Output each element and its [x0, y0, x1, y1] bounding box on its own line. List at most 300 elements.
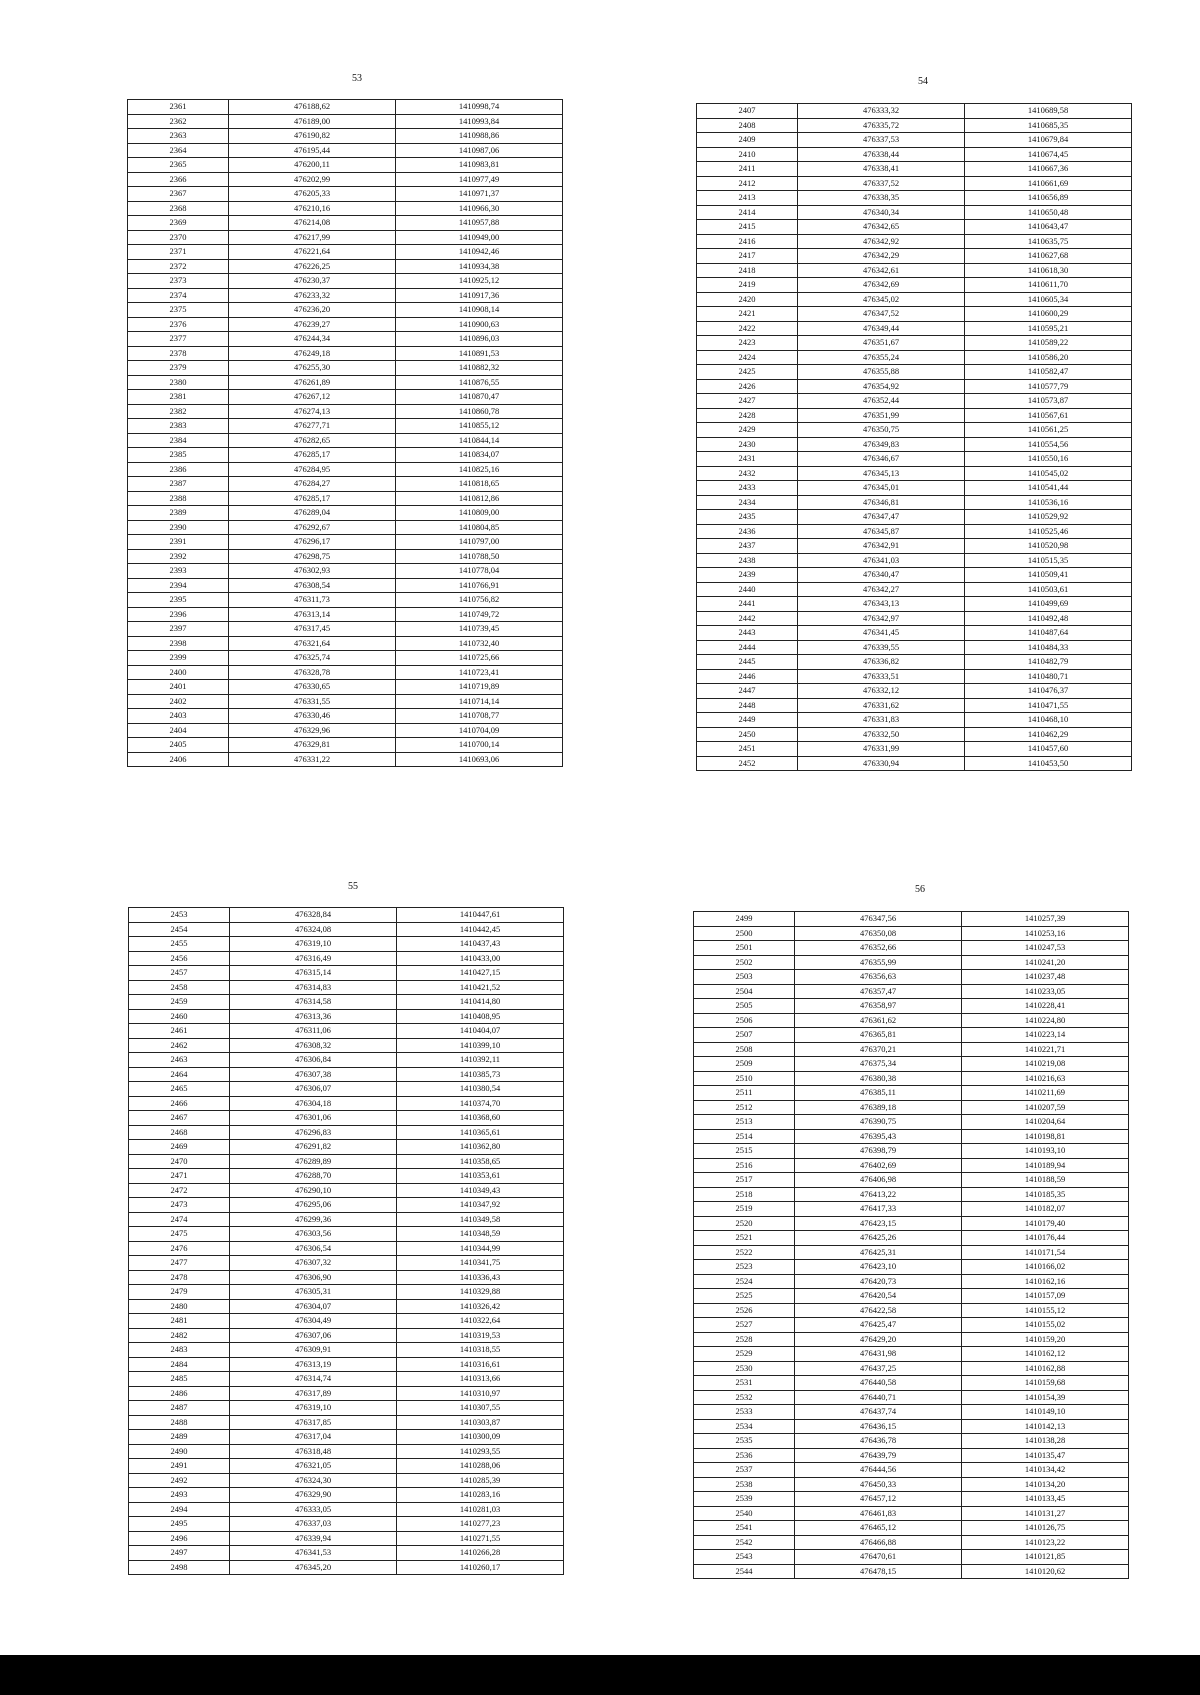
point-number-cell: 2363 [128, 129, 229, 144]
point-number-cell: 2511 [694, 1086, 795, 1101]
coord-x-cell: 476389,18 [795, 1100, 962, 1115]
point-number-cell: 2475 [129, 1227, 230, 1242]
table-row [694, 1405, 1129, 1420]
point-number-cell: 2536 [694, 1448, 795, 1463]
table-row [128, 114, 563, 129]
point-number-cell: 2532 [694, 1390, 795, 1405]
coord-x-cell: 476457,12 [795, 1492, 962, 1507]
table-row [128, 143, 563, 158]
table-row [128, 245, 563, 260]
coord-y-cell: 1410257,39 [962, 912, 1129, 927]
coord-x-cell: 476261,89 [229, 375, 396, 390]
table-row [697, 263, 1132, 278]
point-number-cell: 2425 [697, 365, 798, 380]
coord-y-cell: 1410162,12 [962, 1347, 1129, 1362]
coord-y-cell: 1410121,85 [962, 1550, 1129, 1565]
page-54-number: 54 [918, 76, 928, 87]
table-row [694, 941, 1129, 956]
coord-x-cell: 476285,17 [229, 448, 396, 463]
coord-y-cell: 1410934,38 [396, 259, 563, 274]
table-row [129, 1227, 564, 1242]
coord-y-cell: 1410509,41 [965, 568, 1132, 583]
coord-x-cell: 476440,71 [795, 1390, 962, 1405]
coord-x-cell: 476314,83 [230, 980, 397, 995]
point-number-cell: 2424 [697, 350, 798, 365]
table-row [694, 1115, 1129, 1130]
table-row [694, 1216, 1129, 1231]
coord-x-cell: 476317,89 [230, 1386, 397, 1401]
point-number-cell: 2419 [697, 278, 798, 293]
coord-x-cell: 476304,49 [230, 1314, 397, 1329]
coord-x-cell: 476331,62 [798, 698, 965, 713]
coord-y-cell: 1410437,43 [397, 937, 564, 952]
coord-x-cell: 476337,03 [230, 1517, 397, 1532]
coord-x-cell: 476339,55 [798, 640, 965, 655]
point-number-cell: 2463 [129, 1053, 230, 1068]
point-number-cell: 2421 [697, 307, 798, 322]
coord-x-cell: 476311,06 [230, 1024, 397, 1039]
point-number-cell: 2418 [697, 263, 798, 278]
table-row [128, 448, 563, 463]
coord-x-cell: 476333,51 [798, 669, 965, 684]
point-number-cell: 2497 [129, 1546, 230, 1561]
coord-y-cell: 1410708,77 [396, 709, 563, 724]
coord-x-cell: 476330,65 [229, 680, 396, 695]
table-row [697, 669, 1132, 684]
point-number-cell: 2368 [128, 201, 229, 216]
page-53-number: 53 [352, 73, 362, 84]
coord-x-cell: 476356,63 [795, 970, 962, 985]
coord-y-cell: 1410329,88 [397, 1285, 564, 1300]
coord-x-cell: 476398,79 [795, 1144, 962, 1159]
coord-x-cell: 476461,83 [795, 1506, 962, 1521]
coord-x-cell: 476478,15 [795, 1564, 962, 1579]
coord-y-cell: 1410374,70 [397, 1096, 564, 1111]
coord-x-cell: 476338,35 [798, 191, 965, 206]
table-row [694, 1390, 1129, 1405]
table-row [694, 1187, 1129, 1202]
coord-y-cell: 1410392,11 [397, 1053, 564, 1068]
coord-y-cell: 1410138,28 [962, 1434, 1129, 1449]
coord-x-cell: 476307,32 [230, 1256, 397, 1271]
coord-y-cell: 1410365,61 [397, 1125, 564, 1140]
coord-x-cell: 476429,20 [795, 1332, 962, 1347]
coord-x-cell: 476188,62 [229, 100, 396, 115]
coord-y-cell: 1410221,71 [962, 1042, 1129, 1057]
coord-x-cell: 476425,26 [795, 1231, 962, 1246]
point-number-cell: 2400 [128, 665, 229, 680]
point-number-cell: 2437 [697, 539, 798, 554]
coord-y-cell: 1410176,44 [962, 1231, 1129, 1246]
coord-x-cell: 476346,81 [798, 495, 965, 510]
point-number-cell: 2535 [694, 1434, 795, 1449]
coord-x-cell: 476420,73 [795, 1274, 962, 1289]
coord-y-cell: 1410159,20 [962, 1332, 1129, 1347]
page-54-table [696, 103, 1132, 771]
table-row [697, 626, 1132, 641]
point-number-cell: 2489 [129, 1430, 230, 1445]
table-row [697, 742, 1132, 757]
coord-x-cell: 476255,30 [229, 361, 396, 376]
table-row [697, 597, 1132, 612]
coord-y-cell: 1410882,32 [396, 361, 563, 376]
table-row [128, 651, 563, 666]
coord-x-cell: 476355,24 [798, 350, 965, 365]
coord-x-cell: 476317,04 [230, 1430, 397, 1445]
coord-y-cell: 1410525,46 [965, 524, 1132, 539]
table-row [697, 698, 1132, 713]
point-number-cell: 2422 [697, 321, 798, 336]
coord-x-cell: 476465,12 [795, 1521, 962, 1536]
table-row [694, 1129, 1129, 1144]
coord-x-cell: 476466,88 [795, 1535, 962, 1550]
point-number-cell: 2472 [129, 1183, 230, 1198]
coord-x-cell: 476390,75 [795, 1115, 962, 1130]
table-row [129, 1198, 564, 1213]
point-number-cell: 2479 [129, 1285, 230, 1300]
coord-y-cell: 1410482,79 [965, 655, 1132, 670]
coord-y-cell: 1410573,87 [965, 394, 1132, 409]
table-row [697, 379, 1132, 394]
point-number-cell: 2436 [697, 524, 798, 539]
point-number-cell: 2409 [697, 133, 798, 148]
coord-x-cell: 476331,55 [229, 694, 396, 709]
coord-x-cell: 476290,10 [230, 1183, 397, 1198]
table-row [129, 980, 564, 995]
coord-y-cell: 1410457,60 [965, 742, 1132, 757]
coord-y-cell: 1410550,16 [965, 452, 1132, 467]
point-number-cell: 2496 [129, 1531, 230, 1546]
coord-x-cell: 476314,58 [230, 995, 397, 1010]
table-row [697, 220, 1132, 235]
point-number-cell: 2529 [694, 1347, 795, 1362]
coord-x-cell: 476316,49 [230, 951, 397, 966]
coord-x-cell: 476395,43 [795, 1129, 962, 1144]
coord-x-cell: 476347,56 [795, 912, 962, 927]
point-number-cell: 2442 [697, 611, 798, 626]
table-row [128, 129, 563, 144]
coord-x-cell: 476217,99 [229, 230, 396, 245]
point-number-cell: 2474 [129, 1212, 230, 1227]
coord-y-cell: 1410166,02 [962, 1260, 1129, 1275]
table-row [694, 1521, 1129, 1536]
coord-y-cell: 1410987,06 [396, 143, 563, 158]
point-number-cell: 2480 [129, 1299, 230, 1314]
coord-x-cell: 476380,38 [795, 1071, 962, 1086]
coord-x-cell: 476331,83 [798, 713, 965, 728]
coord-x-cell: 476305,31 [230, 1285, 397, 1300]
coord-y-cell: 1410447,61 [397, 908, 564, 923]
table-row [697, 466, 1132, 481]
coord-x-cell: 476361,62 [795, 1013, 962, 1028]
coord-y-cell: 1410216,63 [962, 1071, 1129, 1086]
table-row [129, 1053, 564, 1068]
coord-y-cell: 1410797,00 [396, 535, 563, 550]
point-number-cell: 2413 [697, 191, 798, 206]
coord-x-cell: 476330,94 [798, 756, 965, 771]
coord-x-cell: 476444,56 [795, 1463, 962, 1478]
coord-x-cell: 476200,11 [229, 158, 396, 173]
coord-x-cell: 476335,72 [798, 118, 965, 133]
coord-y-cell: 1410778,04 [396, 564, 563, 579]
coord-x-cell: 476249,18 [229, 346, 396, 361]
coord-y-cell: 1410247,53 [962, 941, 1129, 956]
table-row [697, 408, 1132, 423]
coord-y-cell: 1410207,59 [962, 1100, 1129, 1115]
table-row [697, 495, 1132, 510]
coord-x-cell: 476345,13 [798, 466, 965, 481]
coord-x-cell: 476347,52 [798, 307, 965, 322]
point-number-cell: 2520 [694, 1216, 795, 1231]
coord-y-cell: 1410414,80 [397, 995, 564, 1010]
table-row [697, 191, 1132, 206]
coord-y-cell: 1410515,35 [965, 553, 1132, 568]
table-row [697, 133, 1132, 148]
coord-x-cell: 476311,73 [229, 593, 396, 608]
table-row [129, 1386, 564, 1401]
table-row [697, 524, 1132, 539]
point-number-cell: 2395 [128, 593, 229, 608]
coord-x-cell: 476304,18 [230, 1096, 397, 1111]
coord-y-cell: 1410237,48 [962, 970, 1129, 985]
coord-y-cell: 1410362,80 [397, 1140, 564, 1155]
point-number-cell: 2432 [697, 466, 798, 481]
coord-x-cell: 476351,67 [798, 336, 965, 351]
coord-x-cell: 476277,71 [229, 419, 396, 434]
coord-y-cell: 1410281,03 [397, 1502, 564, 1517]
coord-x-cell: 476423,15 [795, 1216, 962, 1231]
coord-x-cell: 476299,36 [230, 1212, 397, 1227]
coord-x-cell: 476413,22 [795, 1187, 962, 1202]
table-row [128, 520, 563, 535]
coord-x-cell: 476315,14 [230, 966, 397, 981]
coord-y-cell: 1410471,55 [965, 698, 1132, 713]
coord-y-cell: 1410326,42 [397, 1299, 564, 1314]
coord-x-cell: 476423,10 [795, 1260, 962, 1275]
coord-y-cell: 1410611,70 [965, 278, 1132, 293]
point-number-cell: 2443 [697, 626, 798, 641]
coord-y-cell: 1410589,22 [965, 336, 1132, 351]
coord-y-cell: 1410233,05 [962, 984, 1129, 999]
point-number-cell: 2428 [697, 408, 798, 423]
coord-x-cell: 476342,61 [798, 263, 965, 278]
coord-x-cell: 476340,47 [798, 568, 965, 583]
point-number-cell: 2416 [697, 234, 798, 249]
point-number-cell: 2541 [694, 1521, 795, 1536]
coord-y-cell: 1410983,81 [396, 158, 563, 173]
coord-x-cell: 476337,52 [798, 176, 965, 191]
coord-y-cell: 1410162,88 [962, 1361, 1129, 1376]
coord-y-cell: 1410347,92 [397, 1198, 564, 1213]
point-number-cell: 2453 [129, 908, 230, 923]
table-row [697, 234, 1132, 249]
point-number-cell: 2533 [694, 1405, 795, 1420]
table-row [694, 1202, 1129, 1217]
coord-y-cell: 1410162,16 [962, 1274, 1129, 1289]
point-number-cell: 2457 [129, 966, 230, 981]
coord-y-cell: 1410825,16 [396, 462, 563, 477]
table-row [694, 1013, 1129, 1028]
coord-y-cell: 1410925,12 [396, 274, 563, 289]
table-row [129, 1096, 564, 1111]
point-number-cell: 2494 [129, 1502, 230, 1517]
coord-x-cell: 476321,05 [230, 1459, 397, 1474]
coord-x-cell: 476307,06 [230, 1328, 397, 1343]
point-number-cell: 2544 [694, 1564, 795, 1579]
point-number-cell: 2473 [129, 1198, 230, 1213]
coord-y-cell: 1410380,54 [397, 1082, 564, 1097]
point-number-cell: 2399 [128, 651, 229, 666]
coord-y-cell: 1410809,00 [396, 506, 563, 521]
table-row [129, 1488, 564, 1503]
coord-y-cell: 1410723,41 [396, 665, 563, 680]
point-number-cell: 2388 [128, 491, 229, 506]
table-row [694, 1303, 1129, 1318]
table-row [129, 1154, 564, 1169]
coord-y-cell: 1410223,14 [962, 1028, 1129, 1043]
point-number-cell: 2468 [129, 1125, 230, 1140]
point-number-cell: 2450 [697, 727, 798, 742]
coord-y-cell: 1410834,07 [396, 448, 563, 463]
coord-y-cell: 1410134,20 [962, 1477, 1129, 1492]
table-row [697, 249, 1132, 264]
coord-y-cell: 1410155,02 [962, 1318, 1129, 1333]
coord-x-cell: 476350,75 [798, 423, 965, 438]
coord-x-cell: 476284,27 [229, 477, 396, 492]
coord-x-cell: 476314,74 [230, 1372, 397, 1387]
table-row [128, 680, 563, 695]
table-row [694, 1332, 1129, 1347]
coord-x-cell: 476342,92 [798, 234, 965, 249]
point-number-cell: 2470 [129, 1154, 230, 1169]
table-row [694, 1289, 1129, 1304]
point-number-cell: 2440 [697, 582, 798, 597]
table-row [129, 1140, 564, 1155]
point-number-cell: 2383 [128, 419, 229, 434]
coord-y-cell: 1410349,43 [397, 1183, 564, 1198]
coord-x-cell: 476306,90 [230, 1270, 397, 1285]
coord-x-cell: 476355,88 [798, 365, 965, 380]
table-row [694, 1100, 1129, 1115]
coord-x-cell: 476349,83 [798, 437, 965, 452]
coord-y-cell: 1410661,69 [965, 176, 1132, 191]
point-number-cell: 2441 [697, 597, 798, 612]
coord-x-cell: 476313,36 [230, 1009, 397, 1024]
table-row [129, 1314, 564, 1329]
coord-y-cell: 1410487,64 [965, 626, 1132, 641]
table-row [694, 1463, 1129, 1478]
point-number-cell: 2513 [694, 1115, 795, 1130]
table-row [128, 404, 563, 419]
coord-y-cell: 1410171,54 [962, 1245, 1129, 1260]
table-row [694, 1448, 1129, 1463]
point-number-cell: 2524 [694, 1274, 795, 1289]
coord-y-cell: 1410554,56 [965, 437, 1132, 452]
coord-y-cell: 1410860,78 [396, 404, 563, 419]
coord-y-cell: 1410293,55 [397, 1444, 564, 1459]
coord-x-cell: 476425,47 [795, 1318, 962, 1333]
coord-x-cell: 476325,74 [229, 651, 396, 666]
coord-x-cell: 476385,11 [795, 1086, 962, 1101]
coord-y-cell: 1410749,72 [396, 607, 563, 622]
coord-x-cell: 476345,02 [798, 292, 965, 307]
coord-y-cell: 1410942,46 [396, 245, 563, 260]
coord-y-cell: 1410368,60 [397, 1111, 564, 1126]
coord-x-cell: 476351,99 [798, 408, 965, 423]
table-row [128, 172, 563, 187]
coord-x-cell: 476221,64 [229, 245, 396, 260]
coord-y-cell: 1410788,50 [396, 549, 563, 564]
table-row [128, 578, 563, 593]
table-row [697, 278, 1132, 293]
coord-y-cell: 1410123,22 [962, 1535, 1129, 1550]
point-number-cell: 2382 [128, 404, 229, 419]
coord-x-cell: 476341,03 [798, 553, 965, 568]
point-number-cell: 2433 [697, 481, 798, 496]
coord-y-cell: 1410667,36 [965, 162, 1132, 177]
point-number-cell: 2469 [129, 1140, 230, 1155]
coord-y-cell: 1410476,37 [965, 684, 1132, 699]
table-row [694, 1506, 1129, 1521]
coord-y-cell: 1410891,53 [396, 346, 563, 361]
table-row [128, 738, 563, 753]
point-number-cell: 2459 [129, 995, 230, 1010]
coord-y-cell: 1410453,50 [965, 756, 1132, 771]
coord-y-cell: 1410322,64 [397, 1314, 564, 1329]
point-number-cell: 2512 [694, 1100, 795, 1115]
table-row [697, 510, 1132, 525]
table-row [694, 1042, 1129, 1057]
point-number-cell: 2476 [129, 1241, 230, 1256]
coord-y-cell: 1410204,64 [962, 1115, 1129, 1130]
coord-x-cell: 476233,32 [229, 288, 396, 303]
point-number-cell: 2414 [697, 205, 798, 220]
point-number-cell: 2466 [129, 1096, 230, 1111]
point-number-cell: 2505 [694, 999, 795, 1014]
coord-x-cell: 476354,92 [798, 379, 965, 394]
coord-y-cell: 1410732,40 [396, 636, 563, 651]
table-row [129, 1299, 564, 1314]
coord-y-cell: 1410545,02 [965, 466, 1132, 481]
coord-y-cell: 1410341,75 [397, 1256, 564, 1271]
coord-x-cell: 476370,21 [795, 1042, 962, 1057]
table-row [128, 709, 563, 724]
table-row [697, 655, 1132, 670]
coord-y-cell: 1410135,47 [962, 1448, 1129, 1463]
coord-x-cell: 476352,44 [798, 394, 965, 409]
point-number-cell: 2539 [694, 1492, 795, 1507]
point-number-cell: 2390 [128, 520, 229, 535]
table-row [129, 1502, 564, 1517]
coord-x-cell: 476289,89 [230, 1154, 397, 1169]
coord-x-cell: 476210,16 [229, 201, 396, 216]
table-row [697, 321, 1132, 336]
table-row [128, 303, 563, 318]
table-row [129, 922, 564, 937]
table-row [694, 1419, 1129, 1434]
point-number-cell: 2420 [697, 292, 798, 307]
point-number-cell: 2379 [128, 361, 229, 376]
point-number-cell: 2434 [697, 495, 798, 510]
point-number-cell: 2375 [128, 303, 229, 318]
table-row [694, 970, 1129, 985]
point-number-cell: 2429 [697, 423, 798, 438]
coord-y-cell: 1410693,06 [396, 752, 563, 767]
table-row [129, 1473, 564, 1488]
coord-y-cell: 1410134,42 [962, 1463, 1129, 1478]
table-row [128, 158, 563, 173]
table-row [129, 1357, 564, 1372]
